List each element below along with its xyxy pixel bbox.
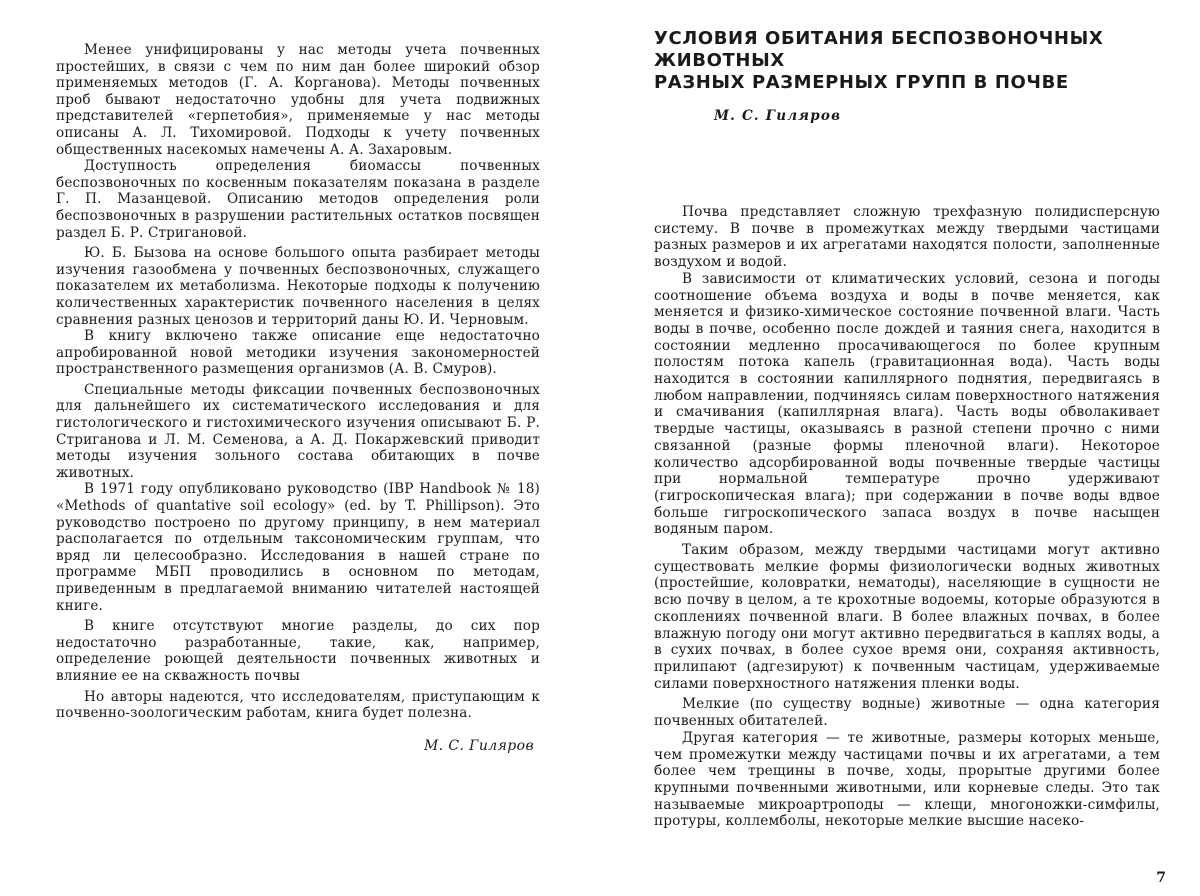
left-paragraph-7: В книге отсутствуют многие разделы, до сих пор недостаточно разработанные, такие, как, например, определение роющей деятельности почвенных животных и влияние ее на скважность почвы	[56, 618, 540, 684]
book-spread	[0, 0, 1200, 896]
right-paragraph-1: Почва представляет сложную трехфазную полидисперсную систему. В почве в промежутках между твердыми частицами разных размеров и их агрегатами находятся полости, заполненные воздухом и водой.	[654, 204, 1160, 271]
chapter-title	[654, 28, 1160, 94]
chapter-title-line-2: РАЗНЫХ РАЗМЕРНЫХ ГРУПП В ПОЧВЕ	[654, 72, 1160, 94]
left-paragraph-1: Менее унифицированы у нас методы учета почвенных простейших, в связи с чем по ним дан более широкий обзор применяемых методов (Г. А. Корганова). Методы почвенных проб бывают недостаточно удобны для учета подвижных представителей «герпетобия», применяемые у нас методы описаны А. Л. Тихомировой. Подходы к учету почвенных общественных насекомых намечены А. А. Захаровым.	[56, 42, 540, 158]
chapter-author: М. С. Гиляров	[714, 108, 1160, 124]
right-page	[600, 0, 1200, 896]
left-paragraph-3: Ю. Б. Бызова на основе большого опыта разбирает методы изучения газообмена у почвенных беспозвоночных, служащего показателем их метаболизма. Некоторые подходы к получению количественных характеристик почвенного населения в целях сравнения разных ценозов и территорий даны Ю. И. Черновым.	[56, 245, 540, 328]
page-number: 7	[1156, 870, 1166, 886]
left-signature: М. С. Гиляров	[56, 738, 534, 754]
left-page	[0, 0, 600, 896]
left-paragraph-6: В 1971 году опубликовано руководство (IBP Handbook № 18) «Methods of quantative soil ecology» (ed. by T. Phillipson). Это руководство построено по другому принципу, в нем материал располагается по отдельным таксономическим группам, что вряд ли целесообразно. Исследования в нашей стране по программе МБП проводились в основном по методам, приведенным в предлагаемой вниманию читателей настоящей книге.	[56, 481, 540, 614]
left-paragraph-8: Но авторы надеются, что исследователям, приступающим к почвенно-зоологическим работам, книга будет полезна.	[56, 689, 540, 722]
left-paragraph-2: Доступность определения биомассы почвенных беспозвоночных по косвенным показателям показана в разделе Г. П. Мазанцевой. Описанию методов определения роли беспозвоночных в разрушении растительных остатков посвящен раздел Б. Р. Стригановой.	[56, 158, 540, 241]
left-paragraph-4: В книгу включено также описание еще недостаточно апробированной новой методики изучения закономерностей пространственного размещения организмов (А. В. Смуров).	[56, 328, 540, 378]
right-paragraph-2: В зависимости от климатических условий, сезона и погоды соотношение объема воздуха и воды в почве меняется, как меняется и физико-химическое состояние почвенной влаги. Часть воды в почве, особенно после дождей и таяния снега, находится в состоянии медленно просачивающегося по более крупным полостям потока капель (гравитационная вода). Часть воды находится в состоянии капиллярного поднятия, передвигаясь в любом направлении, подчиняясь силам поверхностного натяжения и смачивания (капиллярная влага). Часть воды обволакивает твердые частицы, оказываясь в разной степени прочно с ними связанной (разные формы пленочной влаги). Некоторое количество адсорбированной воды почвенные твердые частицы при нормальной температуре прочно удерживают (гигроскопическая влага); при содержании в почве воды вдвое больше гигроскопического запаса воздух в почве насыщен водяным паром.	[654, 271, 1160, 538]
left-paragraph-5: Специальные методы фиксации почвенных беспозвоночных для дальнейшего их систематического исследования и для гистологического и гистохимического изучения описывают Б. Р. Стриганова и Л. М. Семенова, а А. Д. Покаржевский приводит методы изучения зольного состава обитающих в почве животных.	[56, 382, 540, 482]
right-paragraph-5: Другая категория — те животные, размеры которых меньше, чем промежутки между частицами почвы и их агрегатами, а тем более чем трещины в почве, ходы, прорытые другими более крупными почвенными животными, или корневые следы. Это так называемые микроартроподы — клещи, многоножки-симфилы, протуры, коллемболы, некоторые мелкие высшие насеко-	[654, 730, 1160, 830]
chapter-title-line-1: УСЛОВИЯ ОБИТАНИЯ БЕСПОЗВОНОЧНЫХ ЖИВОТНЫХ	[654, 28, 1160, 72]
right-paragraph-3: Таким образом, между твердыми частицами могут активно существовать мелкие формы физиологически водных животных (простейшие, коловратки, нематоды), населяющие в сущности не всю почву в целом, а те крохотные водоемы, которые образуются в скоплениях почвенной влаги. В более влажных почвах, в более влажную погоду они могут активно передвигаться в каплях воды, а в сухих почвах, в более сухое время они, сохраняя активность, прилипают (адгезируют) к почвенным частицам, удерживаемые силами поверхностного натяжения пленки воды.	[654, 542, 1160, 692]
right-paragraph-4: Мелкие (по существу водные) животные — одна категория почвенных обитателей.	[654, 696, 1160, 729]
